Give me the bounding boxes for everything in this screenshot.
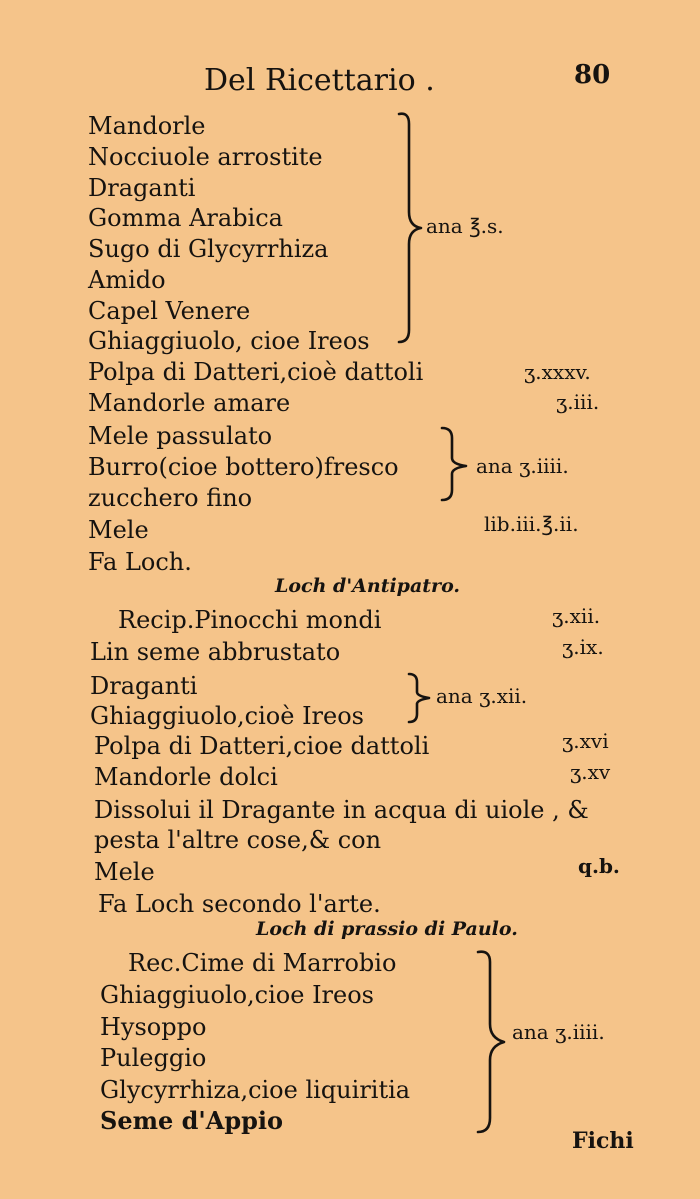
instruction-line: Dissolui il Dragante in acqua di uiole , & xyxy=(94,796,589,824)
dose: ana ℥.s. xyxy=(426,214,504,238)
dose: q.b. xyxy=(578,854,620,878)
ingredient-line: Ghiaggiuolo,cioe Ireos xyxy=(100,981,374,1009)
brace-icon xyxy=(395,108,425,348)
dose: ana ʒ.iiii. xyxy=(512,1020,605,1044)
dose: ʒ.iii. xyxy=(556,390,600,414)
ingredient-line: Capel Venere xyxy=(88,297,251,325)
dose: ʒ.xvi xyxy=(562,729,609,753)
dose: ʒ.xxxv. xyxy=(524,360,591,384)
catchword: Fichi xyxy=(572,1128,634,1154)
ingredient-line: Mandorle xyxy=(88,112,206,140)
ingredient-line: Mandorle amare xyxy=(88,389,291,417)
ingredient-line: Mele xyxy=(94,858,155,886)
recipe-title: Loch d'Antipatro. xyxy=(275,575,461,597)
dose: ʒ.xii. xyxy=(552,604,601,628)
ingredient-line: Nocciuole arrostite xyxy=(88,143,323,171)
page-title: Del Ricettario . xyxy=(204,63,435,98)
ingredient-line: Amido xyxy=(88,266,166,294)
instruction-line: pesta l'altre cose,& con xyxy=(94,826,382,854)
ingredient-line: Lin seme abbrustato xyxy=(90,638,341,666)
brace-icon xyxy=(405,670,435,726)
instruction-line: Fa Loch. xyxy=(88,548,192,576)
ingredient-line: zucchero fino xyxy=(88,484,253,512)
ingredient-line: Gomma Arabica xyxy=(88,204,283,232)
ingredient-line: Rec.Cime di Marrobio xyxy=(128,949,397,977)
instruction-line: Fa Loch secondo l'arte. xyxy=(98,890,381,918)
ingredient-line: Polpa di Datteri,cioè dattoli xyxy=(88,358,424,386)
page-number: 80 xyxy=(574,60,611,90)
recipe-title: Loch di prassio di Paulo. xyxy=(256,918,518,940)
ingredient-line: Draganti xyxy=(88,174,196,202)
ingredient-line: Hysoppo xyxy=(100,1013,207,1041)
ingredient-line: Mandorle dolci xyxy=(94,763,278,791)
dose: lib.iii.℥.ii. xyxy=(484,512,579,536)
ingredient-line: Puleggio xyxy=(100,1044,207,1072)
dose: ana ʒ.iiii. xyxy=(476,454,569,478)
ingredient-line: Mele xyxy=(88,516,149,544)
brace-icon xyxy=(438,424,472,504)
ingredient-line: Burro(cioe bottero)fresco xyxy=(88,453,399,481)
ingredient-line: Sugo di Glycyrrhiza xyxy=(88,235,329,263)
dose: ʒ.xv xyxy=(570,760,611,784)
ingredient-line: Seme d'Appio xyxy=(100,1106,284,1135)
ingredient-line: Recip.Pinocchi mondi xyxy=(118,606,382,634)
ingredient-line: Ghiaggiuolo, cioe Ireos xyxy=(88,327,370,355)
ingredient-line: Mele passulato xyxy=(88,422,273,450)
ingredient-line: Polpa di Datteri,cioe dattoli xyxy=(94,732,430,760)
brace-icon xyxy=(474,946,510,1138)
ingredient-line: Ghiaggiuolo,cioè Ireos xyxy=(90,702,364,730)
dose: ana ʒ.xii. xyxy=(436,684,528,708)
ingredient-line: Glycyrrhiza,cioe liquiritia xyxy=(100,1076,411,1104)
dose: ʒ.ix. xyxy=(562,635,604,659)
ingredient-line: Draganti xyxy=(90,672,198,700)
